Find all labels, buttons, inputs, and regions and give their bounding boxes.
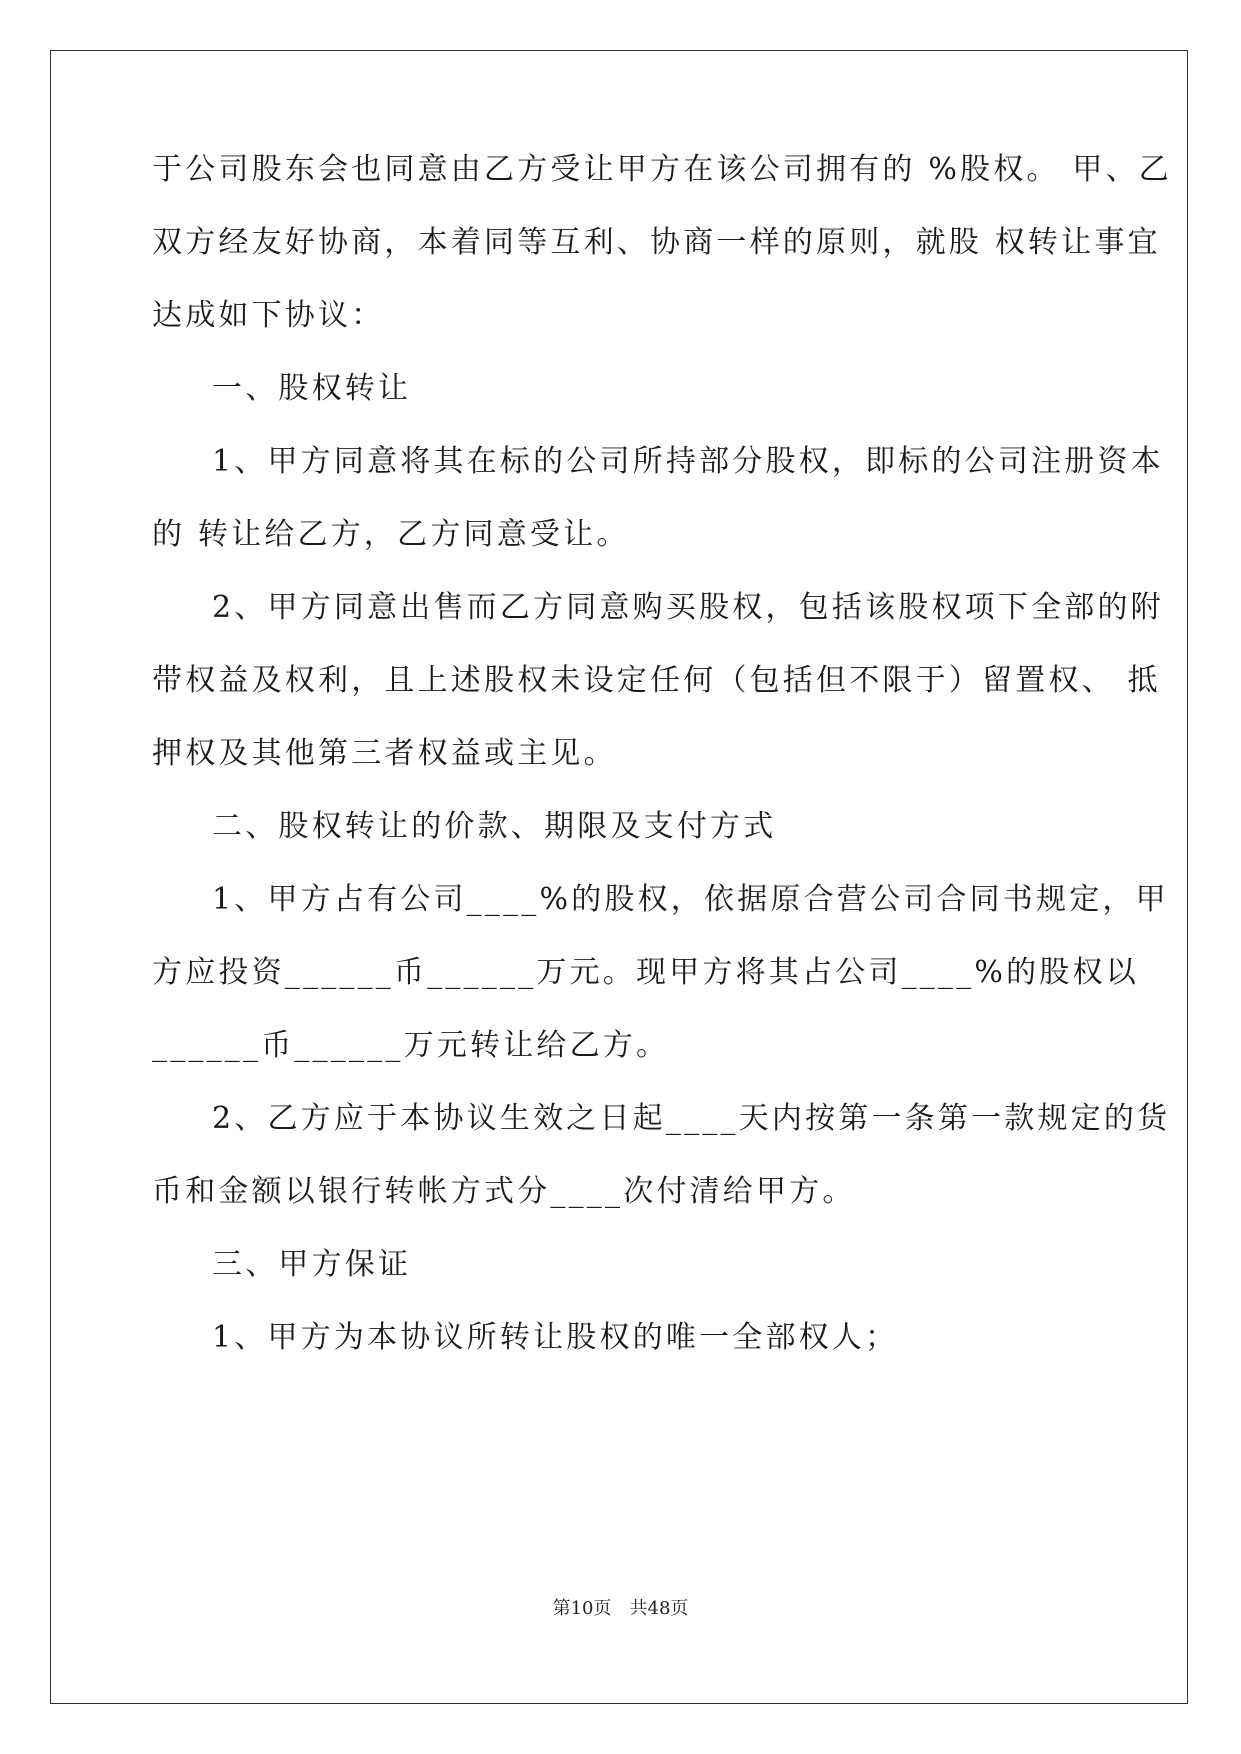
body-line-15: 币和金额以银行转帐方式分____次付清给甲方。 <box>152 1174 856 1209</box>
total-pages: 共48页 <box>629 1598 689 1619</box>
page-number: 第10页 <box>552 1598 612 1619</box>
body-line-9: 押权及其他第三者权益或主见。 <box>152 736 617 771</box>
body-line-5: 1、甲方同意将其在标的公司所持部分股权，即标的公司注册资本 <box>212 444 1164 479</box>
section-heading-1: 一、股权转让 <box>212 371 412 406</box>
body-line-8: 带权益及权利，且上述股权未设定任何（包括但不限于）留置权、 抵 <box>152 663 1161 698</box>
body-line-11: 1、甲方占有公司____%的股权，依据原合营公司合同书规定，甲 <box>212 882 1169 917</box>
section-heading-3: 三、甲方保证 <box>212 1247 412 1282</box>
body-line-7: 2、甲方同意出售而乙方同意购买股权，包括该股权项下全部的附 <box>212 590 1164 625</box>
body-line-12: 方应投资______币______万元。现甲方将其占公司____%的股权以 <box>152 955 1139 990</box>
body-line-3: 达成如下协议： <box>152 298 385 333</box>
body-line-2: 双方经友好协商，本着同等互利、协商一样的原则，就股 权转让事宜 <box>152 225 1161 260</box>
body-line-6: 的 转让给乙方，乙方同意受让。 <box>152 517 630 552</box>
body-line-14: 2、乙方应于本协议生效之日起____天内按第一条第一款规定的货 <box>212 1101 1171 1136</box>
body-line-17: 1、甲方为本协议所转让股权的唯一全部权人； <box>212 1320 899 1355</box>
page-footer <box>0 1597 1241 1621</box>
body-line-1: 于公司股东会也同意由乙方受让甲方在该公司拥有的 %股权。 甲、乙 <box>152 152 1172 187</box>
section-heading-2: 二、股权转让的价款、期限及支付方式 <box>212 809 777 844</box>
body-line-13: ______币______万元转让给乙方。 <box>152 1028 670 1063</box>
